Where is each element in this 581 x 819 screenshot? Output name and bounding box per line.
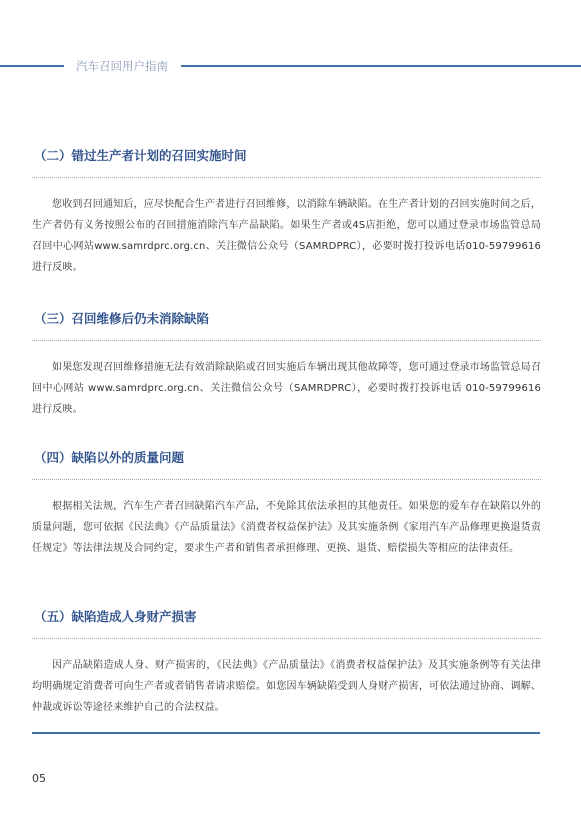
section-paragraph: 根据相关法规，汽车生产者召回缺陷汽车产品，不免除其依法承担的其他责任。如果您的爱车存在缺陷以外的质量问题，您可依据《民法典》《产品质量法》《消费者权益保护法》及其实施条例《家用汽车产品修理更换退货责任规定》等法律法规及合同约定，要求生产者和销售者承担修理、更换、退货、赔偿损失等相应的法律责任。 bbox=[32, 501, 541, 554]
header-rule-right bbox=[181, 65, 581, 67]
section-divider bbox=[32, 177, 541, 178]
page-header bbox=[0, 58, 581, 74]
section-divider bbox=[32, 479, 541, 480]
section-paragraph: 因产品缺陷造成人身、财产损害的，《民法典》《产品质量法》《消费者权益保护法》及其实施条例等有关法律均明确规定消费者可向生产者或者销售者请求赔偿。如您因车辆缺陷受到人身财产损害，可依法通过协商、调解、仲裁或诉讼等途径来维护自己的合法权益。 bbox=[32, 660, 541, 713]
section-paragraph: 如果您发现召回维修措施无法有效消除缺陷或召回实施后车辆出现其他故障等，您可通过登录市场监管总局召回中心网站 www.samrdprc.org.cn、关注微信公众号（SAMRDPRC），必要时拨打投诉电话 010-59799616 进行反映。 bbox=[32, 362, 541, 415]
section-defect-not-fixed bbox=[32, 310, 541, 420]
page-number: 05 bbox=[32, 772, 46, 785]
section-heading: （四）缺陷以外的质量问题 bbox=[34, 450, 185, 465]
section-missed-recall-time bbox=[32, 147, 541, 278]
section-heading: （五）缺陷造成人身财产损害 bbox=[34, 609, 197, 624]
section-divider bbox=[32, 340, 541, 341]
section-paragraph: 您收到召回通知后，应尽快配合生产者进行召回维修，以消除车辆缺陷。在生产者计划的召回实施时间之后，生产者仍有义务按照公布的召回措施消除汽车产品缺陷。如果生产者或4S店拒绝，您可以通过登录市场监管总局召回中心网站www.samrdprc.org.cn、关注微信公众号（SAMRDPRC），必要时拨打投诉电话010-59799616进行反映。 bbox=[32, 199, 541, 273]
footer-rule bbox=[32, 732, 540, 734]
section-personal-property-damage bbox=[32, 608, 541, 718]
section-divider bbox=[32, 638, 541, 639]
header-title: 汽车召回用户指南 bbox=[76, 59, 168, 73]
section-other-quality-issues bbox=[32, 449, 541, 559]
header-rule-left bbox=[0, 65, 64, 67]
section-heading: （三）召回维修后仍未消除缺陷 bbox=[34, 311, 210, 326]
section-heading: （二）错过生产者计划的召回实施时间 bbox=[34, 148, 247, 163]
